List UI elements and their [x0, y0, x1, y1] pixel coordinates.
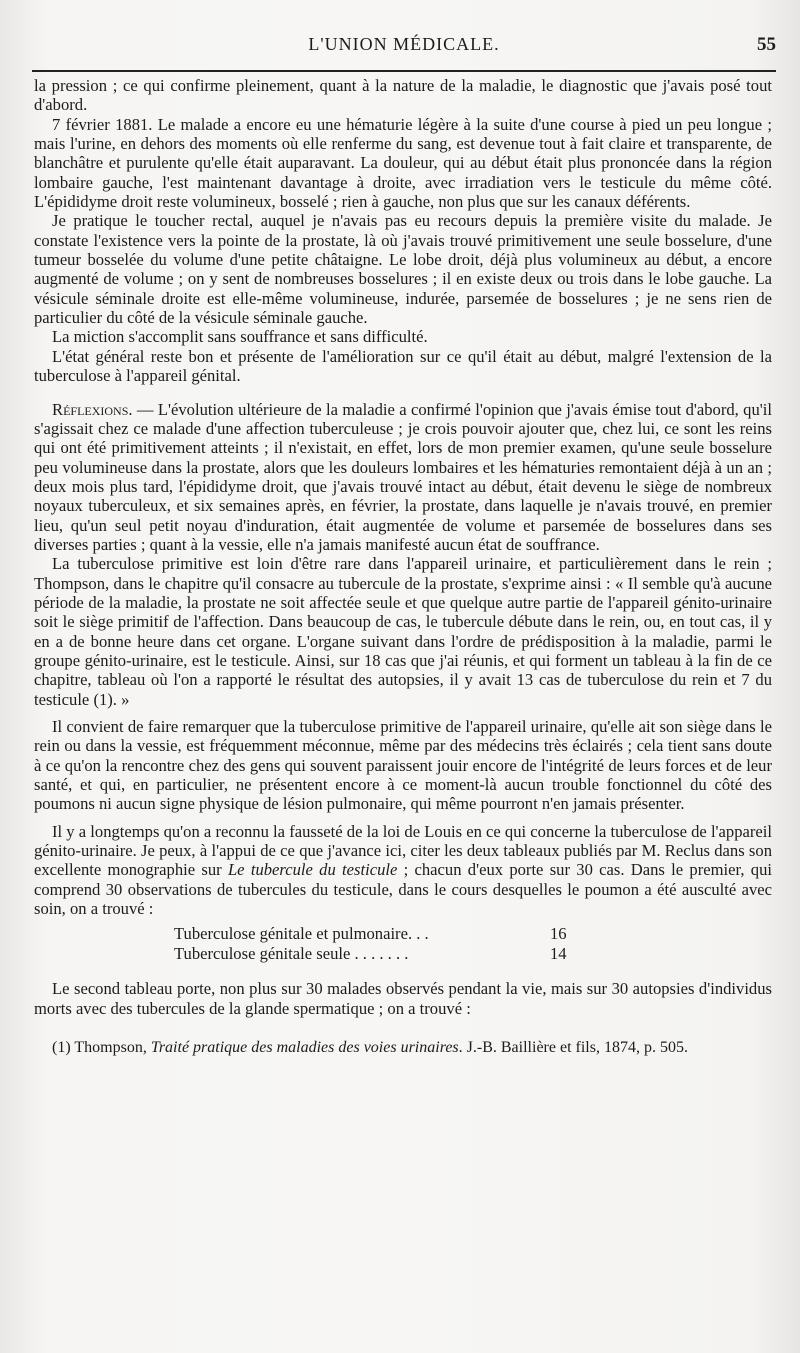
- footnote-rest: . J.-B. Baillière et fils, 1874, p. 505.: [458, 1039, 688, 1057]
- body-text: [34, 76, 772, 1057]
- paragraph-reflexions: [34, 400, 772, 555]
- footnote: [34, 1039, 772, 1057]
- paragraph-text: ; chacun d'eux porte sur 30 cas. Dans le premier, qui comprend 30 observations de tubercules du testicule, dans le cours desquelles le poumon a été ausculté avec soin, on a trouvé :: [34, 860, 772, 919]
- running-title: L'UNION MÉDICALE.: [308, 34, 500, 54]
- row-label: Tuberculose génitale et pulmonaire. . .: [174, 924, 429, 944]
- paragraph: Il convient de faire remarquer que la tuberculose primitive de l'appareil urinaire, qu'elle ait son siège dans le rein ou dans la vessie, est fréquemment méconnue, même par des médecins très éclairés ; cela tient sans doute à ce qu'on la rencontre chez des gens qui souvent paraissent jouir encore de l'intégrité de leurs forces et de leur santé, et qui, en particulier, ne présentent encore à ce moment-là aucun trouble fonctionnel du côté des poumons ni aucun signe physique de lésion pulmonaire, qui même pourront n'en jamais présenter.: [34, 717, 772, 814]
- row-label: Tuberculose génitale seule . . . . . . .: [174, 943, 409, 963]
- page-header: [32, 34, 776, 58]
- paragraph: L'état général reste bon et présente de l'amélioration sur ce qu'il était au début, malgré l'extension de la tuberculose à l'appareil génital.: [34, 346, 772, 386]
- paragraph: La tuberculose primitive est loin d'être rare dans l'appareil urinaire, et particulièrement dans le rein ; Thompson, dans le chapitre qu'il consacre au tubercule de la prostate, s'exprime ainsi : « Il semble qu'à aucune période de la maladie, la prostate ne soit affectée seule et que quelque autre partie de l'appareil génito-urinaire soit le siège primitif de l'affection. Dans beaucoup de cas, le tubercule débute dans le rein, ou, en tout cas, il y en a de bonne heure dans cet organe. L'organe suivant dans l'ordre de prédisposition à la maladie, parmi le groupe génito-urinaire, est le testicule. Ainsi, sur 18 cas que j'ai réunis, et qui forment un tableau à la fin de ce chapitre, tableau où l'on a rapporté le résultat des autopsies, il y avait 13 cas de tuberculose du rein et 7 du testicule (1). »: [34, 554, 772, 709]
- row-value: 16: [550, 924, 567, 944]
- paragraph-text: Il y a longtemps qu'on a reconnu la fausseté de la loi de Louis en ce qui concerne la tuberculose de l'appareil génito-urinaire. Je peux, à l'appui de ce que j'avance ici, citer les deux tableaux publiés par M. Reclus dans son excellente monographie sur: [34, 821, 772, 880]
- header-rule: [32, 70, 776, 72]
- paragraph: Le second tableau porte, non plus sur 30 malades observés pendant la vie, mais sur 30 autopsies d'individus morts avec des tubercules de la glande spermatique ; on a trouvé :: [34, 979, 772, 1018]
- paragraph: la pression ; ce qui confirme pleinement, quant à la nature de la maladie, le diagnostic que j'avais posé tout d'abord.: [34, 76, 772, 115]
- paragraph: La miction s'accomplit sans souffrance et sans difficulté.: [52, 327, 428, 347]
- footnote-author: Thompson,: [70, 1039, 151, 1057]
- paragraph: Je pratique le toucher rectal, auquel je n'avais pas eu recours depuis la première visite du malade. Je constate l'existence vers la pointe de la prostate, là où j'avais trouvé primitivement une seule bosselure, d'une tumeur bosselée du volume d'une petite châtaigne. Le lobe droit, déjà plus volumineux au début, a encore augmenté de volume ; on y sent de nombreuses bosselures ; il en existe deux ou trois dans le lobe gauche. La vésicule séminale droite est elle-même volumineuse, indurée, parsemée de bosselures ; je ne sens rien de particulier du côté de la vésicule séminale gauche.: [34, 211, 772, 328]
- row-value: 14: [550, 943, 567, 963]
- table-row: [174, 924, 594, 944]
- book-title: Le tubercule du testicule: [227, 860, 398, 880]
- page-number: 55: [757, 34, 776, 55]
- footnote-title: Traité pratique des maladies des voies urinaires: [150, 1039, 459, 1057]
- paragraph: 7 février 1881. Le malade a encore eu une hématurie légère à la suite d'une course à pied un peu longue ; mais l'urine, en dehors des moments où elle renferme du sang, est devenue tout à fait claire et transparente, de blanchâtre et purulente qu'elle était auparavant. La douleur, qui au début était plus prononcée dans la région lombaire gauche, l'est maintenant davantage à droite, avec irradiation vers le testicule du même côté. L'épididyme droit reste volumineux, bosselé ; rien à gauche, non plus que sur les canaux déférents.: [34, 114, 772, 212]
- paragraph-text: — L'évolution ultérieure de la maladie a confirmé l'opinion que j'avais émise tout d'abord, qu'il s'agissait chez ce malade d'une affection tuberculeuse ; je crois pouvoir ajouter que, chez lui, ce sont les reins qui ont été primitivement atteints ; il n'existait, en effet, lors de mon premier examen, qu'une seule bosselure peu volumineuse dans la prostate, alors que les douleurs lombaires et les hématuries remontaient déjà à un an ; deux mois plus tard, l'épididyme droit, que j'avais trouvé intact au début, était devenu le siège de nombreux noyaux tuberculeux, et six semaines après, en février, la prostate, dans laquelle je n'avais trouvé, en premier lieu, qu'un seul petit noyau d'induration, était augmentée de volume et parsemée de bosselures dans ses diverses parties ; quant à la vessie, elle n'a jamais manifesté aucun état de souffrance.: [34, 399, 772, 554]
- section-label: Réflexions.: [52, 399, 133, 419]
- footnote-marker: (1): [52, 1039, 71, 1057]
- statistics-table: [174, 924, 594, 963]
- paragraph: [34, 822, 772, 919]
- table-row: [174, 944, 594, 964]
